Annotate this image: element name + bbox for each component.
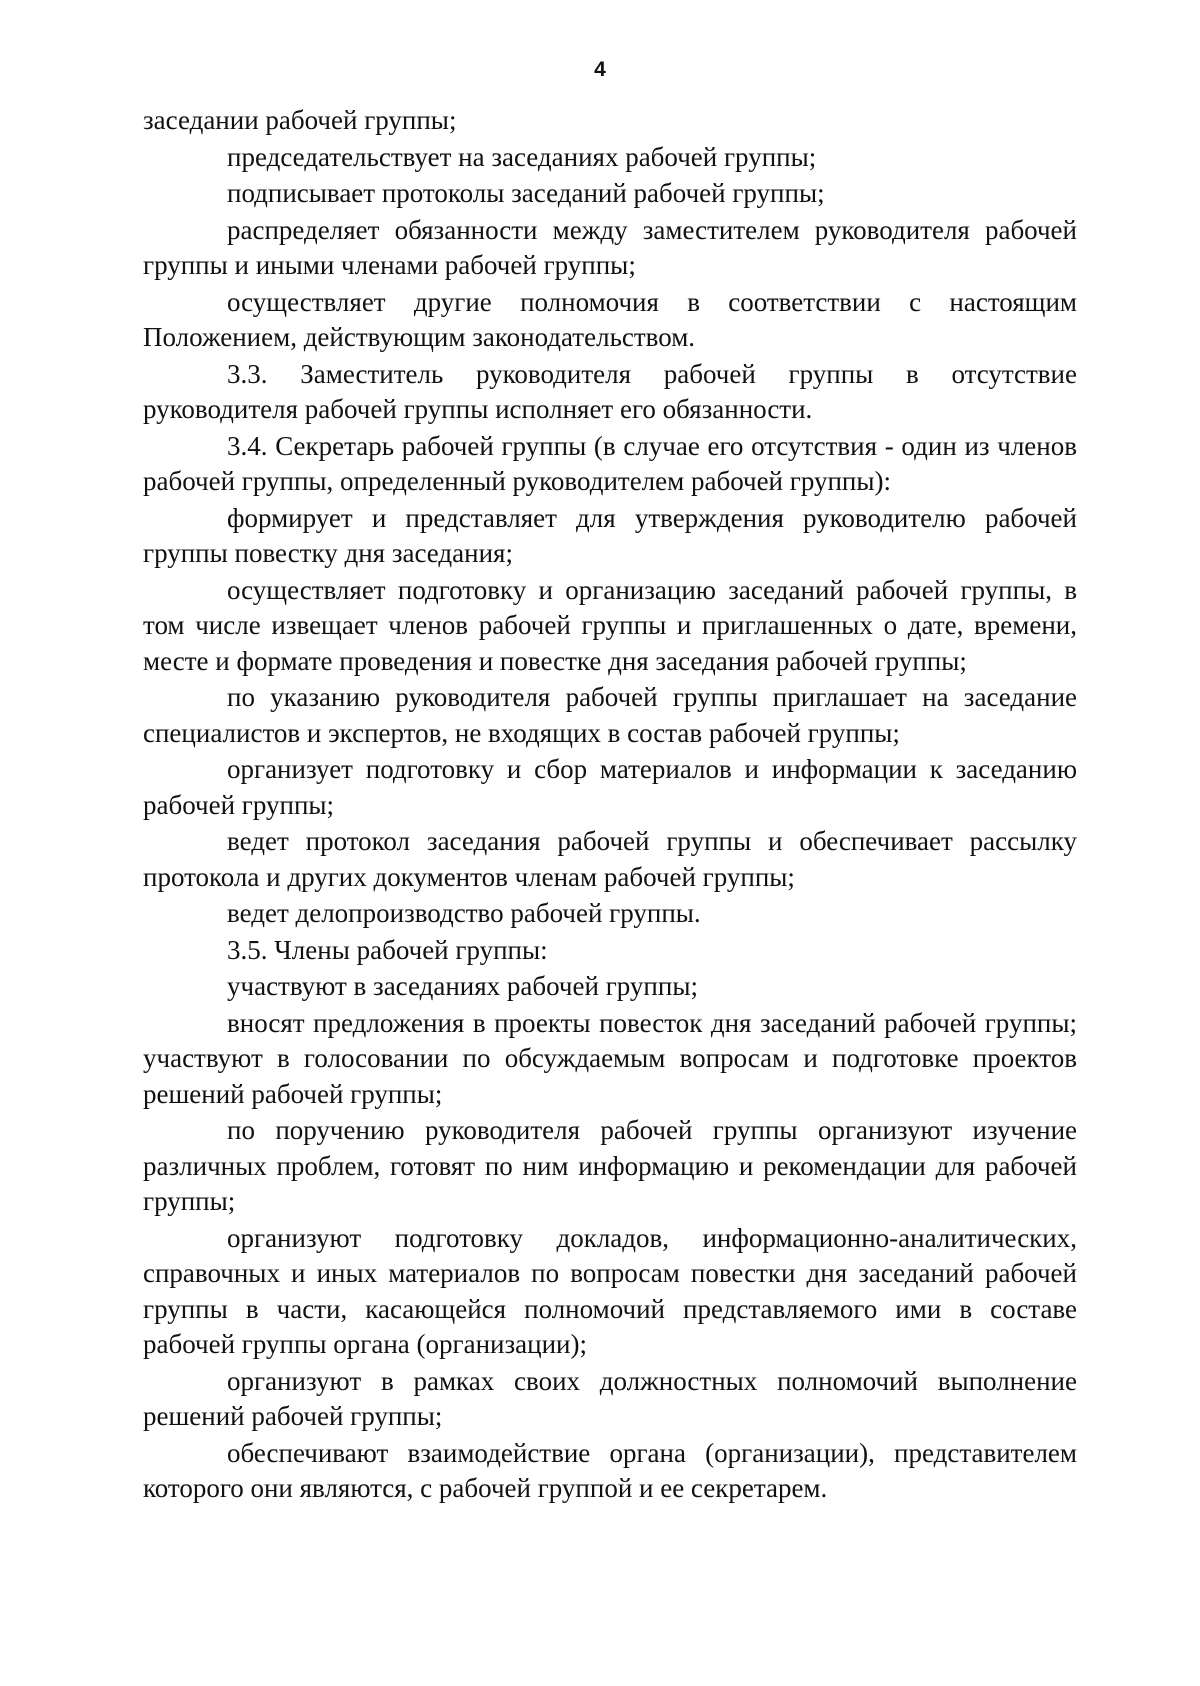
page-number: 4 <box>594 58 606 81</box>
paragraph: подписывает протоколы заседаний рабочей группы; <box>227 178 825 208</box>
paragraph: председательствует на заседаниях рабочей группы; <box>227 141 817 172</box>
paragraph: распределяет обязанности между заместителем руководителя рабочей группы и иными членами рабочей группы; <box>143 214 1077 280</box>
paragraph: организуют в рамках своих должностных полномочий выполнение решений рабочей группы; <box>143 1365 1077 1431</box>
paragraph: осуществляет подготовку и организацию заседаний рабочей группы, в том числе извещает членов рабочей группы и приглашенных о дате, времени, месте и формате проведения и повестке дня заседания рабочей группы; <box>143 574 1077 676</box>
paragraph-continuation: заседании рабочей группы; <box>143 105 457 135</box>
paragraph: организует подготовку и сбор материалов и информации к заседанию рабочей группы; <box>143 754 1077 820</box>
document-body <box>143 103 1077 1507</box>
paragraph-3-4: 3.4. Секретарь рабочей группы (в случае его отсутствия - один из членов рабочей группы, определенный руководителем рабочей группы): <box>143 430 1077 496</box>
paragraph-3-3: 3.3. Заместитель руководителя рабочей группы в отсутствие руководителя рабочей группы исполняет его обязанности. <box>143 358 1077 424</box>
paragraph-3-5: 3.5. Члены рабочей группы: <box>227 934 548 965</box>
paragraph: ведет делопроизводство рабочей группы. <box>227 898 701 928</box>
paragraph: вносят предложения в проекты повесток дня заседаний рабочей группы; участвуют в голосовании по обсуждаемым вопросам и подготовке проектов решений рабочей группы; <box>143 1007 1077 1109</box>
paragraph: по поручению руководителя рабочей группы организуют изучение различных проблем, готовят по ним информацию и рекомендации для рабочей группы; <box>143 1115 1077 1216</box>
paragraph: организуют подготовку докладов, информационно-аналитических, справочных и иных материалов по вопросам повестки дня заседаний рабочей группы в части, касающейся полномочий представляемого ими в составе рабочей группы органа (организации); <box>143 1222 1077 1359</box>
paragraph: осуществляет другие полномочия в соответствии с настоящим Положением, действующим законодательством. <box>143 286 1077 352</box>
paragraph: ведет протокол заседания рабочей группы и обеспечивает рассылку протокола и других документов членам рабочей группы; <box>143 826 1077 892</box>
paragraph: участвуют в заседаниях рабочей группы; <box>227 971 698 1001</box>
paragraph: обеспечивают взаимодействие органа (организации), представителем которого они являются, с рабочей группой и ее секретарем. <box>143 1437 1077 1503</box>
paragraph: формирует и представляет для утверждения руководителю рабочей группы повестку дня заседания; <box>143 502 1077 568</box>
paragraph: по указанию руководителя рабочей группы приглашает на заседание специалистов и экспертов, не входящих в состав рабочей группы; <box>143 682 1077 748</box>
